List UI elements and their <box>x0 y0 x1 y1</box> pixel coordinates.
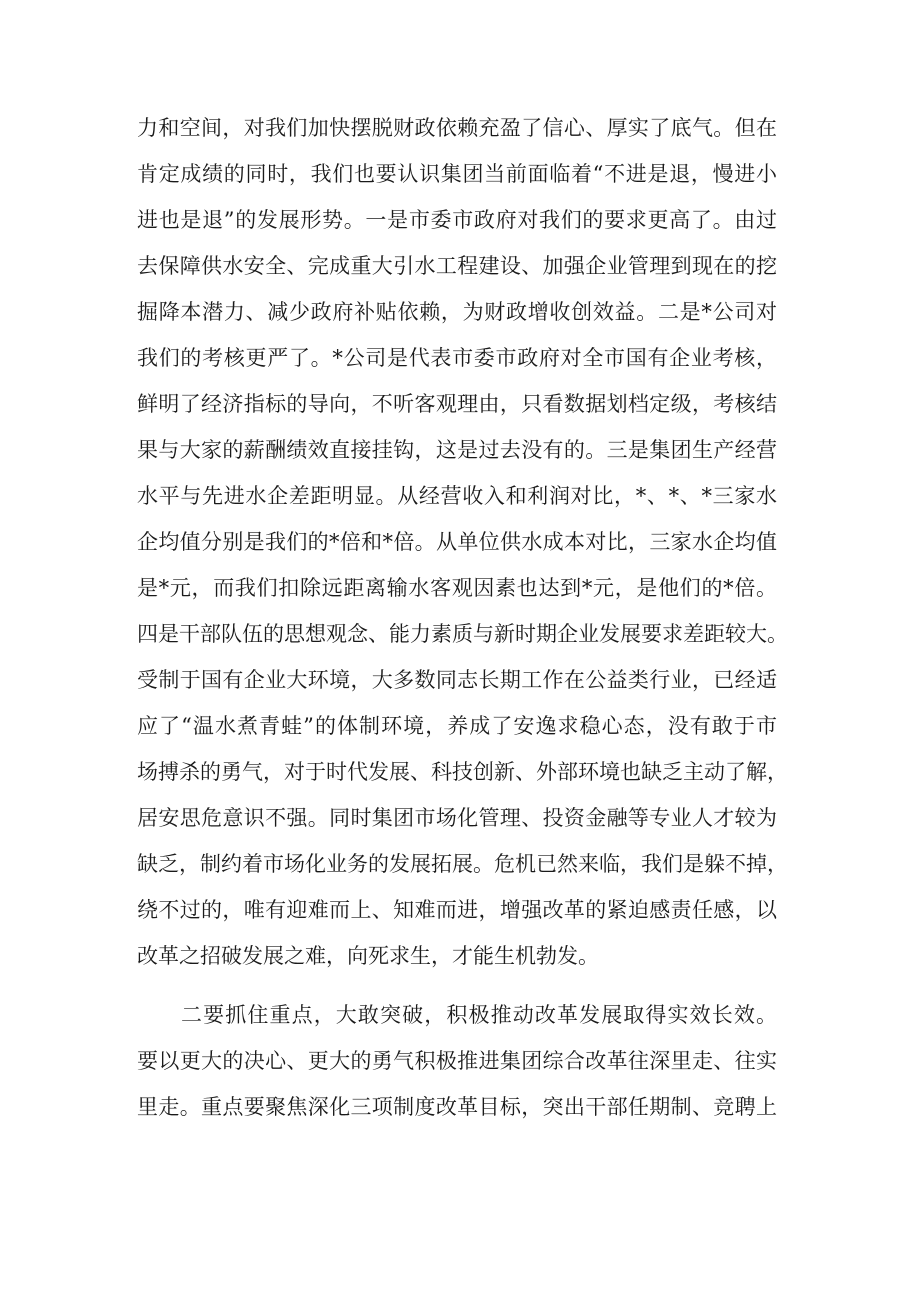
paragraph-1-line-10: 企均值分别是我们的*倍和*倍。从单位供水成本对比，三家水企均值 <box>137 530 777 554</box>
paragraph-1-line-18: 绕不过的，唯有迎难而上、知难而进，增强改革的紧迫感责任感，以 <box>137 898 777 922</box>
paragraph-1-line-7: 鲜明了经济指标的导向，不听客观理由，只看数据划档定级，考核结 <box>137 392 777 416</box>
paragraph-1-line-5: 掘降本潜力、减少政府补贴依赖，为财政增收创效益。二是*公司对 <box>137 300 777 324</box>
paragraph-1-line-3: 进也是退”的发展形势。一是市委市政府对我们的要求更高了。由过 <box>137 208 777 232</box>
paragraph-2-line-1: 二要抓住重点，大敢突破，积极推动改革发展取得实效长效。 <box>181 1003 777 1027</box>
paragraph-1-line-8: 果与大家的薪酬绩效直接挂钩，这是过去没有的。三是集团生产经营 <box>137 438 777 462</box>
paragraph-1-line-14: 应了“温水煮青蛙”的体制环境，养成了安逸求稳心态，没有敢于市 <box>137 714 777 738</box>
paragraph-1-line-1: 力和空间，对我们加快摆脱财政依赖充盈了信心、厚实了底气。但在 <box>137 116 777 140</box>
paragraph-2-line-3: 里走。重点要聚焦深化三项制度改革目标，突出干部任期制、竞聘上 <box>137 1095 777 1119</box>
paragraph-1-line-12: 四是干部队伍的思想观念、能力素质与新时期企业发展要求差距较大。 <box>137 622 788 646</box>
paragraph-1-line-17: 缺乏，制约着市场化业务的发展拓展。危机已然来临，我们是躲不掉， <box>137 852 788 876</box>
paragraph-1-line-2: 肯定成绩的同时，我们也要认识集团当前面临着“不进是退，慢进小 <box>137 162 777 186</box>
paragraph-1-line-16: 居安思危意识不强。同时集团市场化管理、投资金融等专业人才较为 <box>137 806 777 830</box>
paragraph-1-line-15: 场搏杀的勇气，对于时代发展、科技创新、外部环境也缺乏主动了解， <box>137 760 788 784</box>
paragraph-1-line-19: 改革之招破发展之难，向死求生，才能生机勃发。 <box>137 944 599 968</box>
paragraph-1-line-4: 去保障供水安全、完成重大引水工程建设、加强企业管理到现在的挖 <box>137 254 777 278</box>
paragraph-2-line-2: 要以更大的决心、更大的勇气积极推进集团综合改革往深里走、往实 <box>137 1049 777 1073</box>
paragraph-1-line-11: 是*元，而我们扣除远距离输水客观因素也达到*元，是他们的*倍。 <box>137 576 777 600</box>
paragraph-1-line-6: 我们的考核更严了。*公司是代表市委市政府对全市国有企业考核， <box>137 346 777 370</box>
paragraph-1-line-13: 受制于国有企业大环境，大多数同志长期工作在公益类行业，已经适 <box>137 668 777 692</box>
paragraph-1-line-9: 水平与先进水企差距明显。从经营收入和利润对比，*、*、*三家水 <box>137 484 777 508</box>
